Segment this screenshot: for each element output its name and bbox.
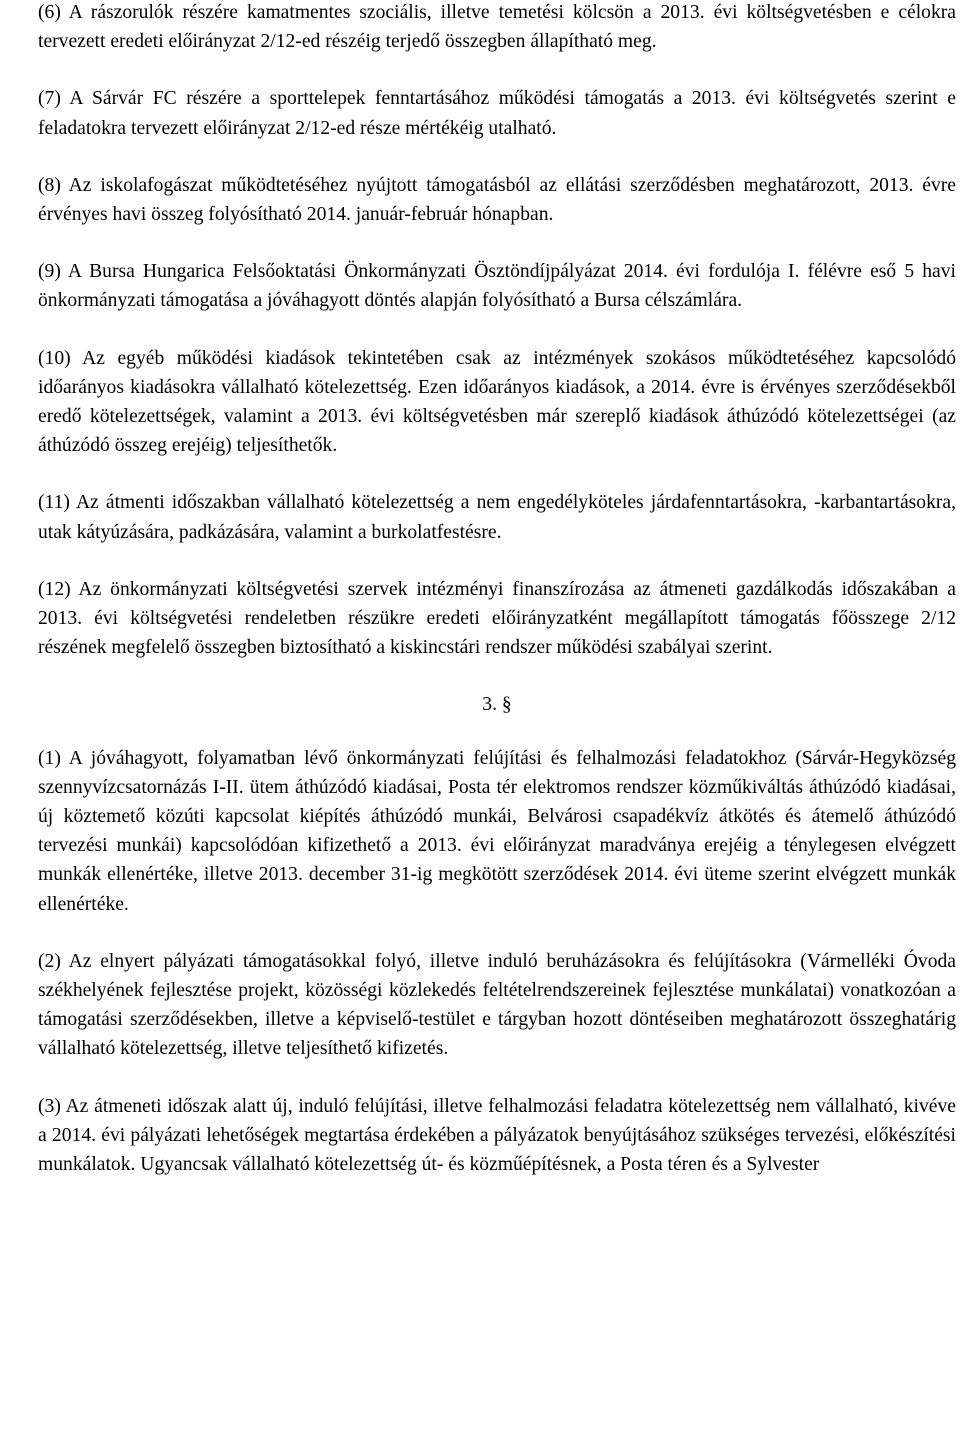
paragraph-11: (11) Az átmenti időszakban vállalható kötelezettség a nem engedélyköteles járdafenntartásokra, -karbantartásokra, utak kátyúzására, padkázására, valamint a burkolatfestésre. [38,492,956,543]
section3-paragraph-3: (3) Az átmeneti időszak alatt új, induló felújítási, illetve felhalmozási feladatra kötelezettség nem vállalható, kivéve a 2014. évi pályázati lehetőségek megtartása érdekében a pályázatok benyújtásához szükséges tervezési, előkészítési munkálatok. Ugyancsak vállalható kötelezettség út- és közműépítésnek, a Posta téren és a Sylvester [38,1095,956,1176]
paragraph-8: (8) Az iskolafogászat működtetéséhez nyújtott támogatásból az ellátási szerződésben meghatározott, 2013. évre érvényes havi összeg folyósítható 2014. január-február hónapban. [38,174,956,226]
paragraph-12: (12) Az önkormányzati költségvetési szervek intézményi finanszírozása az átmeneti gazdálkodás időszakában a 2013. évi költségvetési rendeletben részükre eredeti előirányzatként megállapított támogatás főösszege 2/12 részének megfelelő összegben biztosítható a kiskincstári rendszer működési szabályai szerint. [38,578,956,659]
document-page [38,0,956,1207]
section3-paragraph-2: (2) Az elnyert pályázati támogatásokkal folyó, illetve induló beruházásokra és felújításokra (Vármelléki Óvoda székhelyének fejlesztése projekt, közösségi közlekedés feltételrendszereinek fejlesztése munkálatai) vonatkozóan a támogatási szerződésekben, illetve a képviselő-testület e tárgyban hozott döntéseiben meghatározott összeghatárig vállalható kötelezettség, illetve teljesíthető kifizetés. [38,950,956,1060]
paragraph-7: (7) A Sárvár FC részére a sporttelepek fenntartásához működési támogatás a 2013. évi költségvetés szerint e feladatokra tervezett előirányzat 2/12-ed része mértékéig utalható. [38,88,956,139]
paragraph-10: (10) Az egyéb működési kiadások tekintetében csak az intézmények szokásos működtetéséhez kapcsolódó időarányos kiadásokra vállalható kötelezettség. Ezen időarányos kiadások, a 2014. évre is érvényes szerződésekből eredő kötelezettségek, valamint a 2013. évi költségvetésben már szereplő kiadások áthúzódó kötelezettségei (az áthúzódó összeg erejéig) teljesíthetők. [38,347,956,457]
section3-paragraph-1: (1) A jóváhagyott, folyamatban lévő önkormányzati felújítási és felhalmozási feladatokhoz (Sárvár-Hegyközség szennyvízcsatornázás I-II. ütem áthúzódó kiadásai, Posta tér elektromos rendszer közműkiváltás áthúzódó kiadásai, új köztemető közúti kapcsolat kiépítés áthúzódó munkái, Belvárosi csapadékvíz átkötés és átemelő áthúzódó tervezési munkái) kapcsolódóan kifizethető a 2013. évi előirányzat maradványa erejéig a ténylegesen elvégzett munkák ellenértéke, illetve 2013. december 31-ig megkötött szerződések 2014. évi üteme szerint elvégzett munkák ellenértéke. [38,747,956,915]
section-heading [38,690,956,719]
section-number: 3. § [482,694,512,716]
paragraph-9: (9) A Bursa Hungarica Felsőoktatási Önkormányzati Ösztöndíjpályázat 2014. évi fordulója I. félévre eső 5 havi önkormányzati támogatása a jóváhagyott döntés alapján folyósítható a Bursa célszámlára. [38,261,956,312]
paragraph-6: (6) A rászorulók részére kamatmentes szociális, illetve temetési kölcsön a 2013. évi költségvetésben e célokra tervezett eredeti előirányzat 2/12-ed részéig terjedő összegben állapítható meg. [38,2,956,53]
